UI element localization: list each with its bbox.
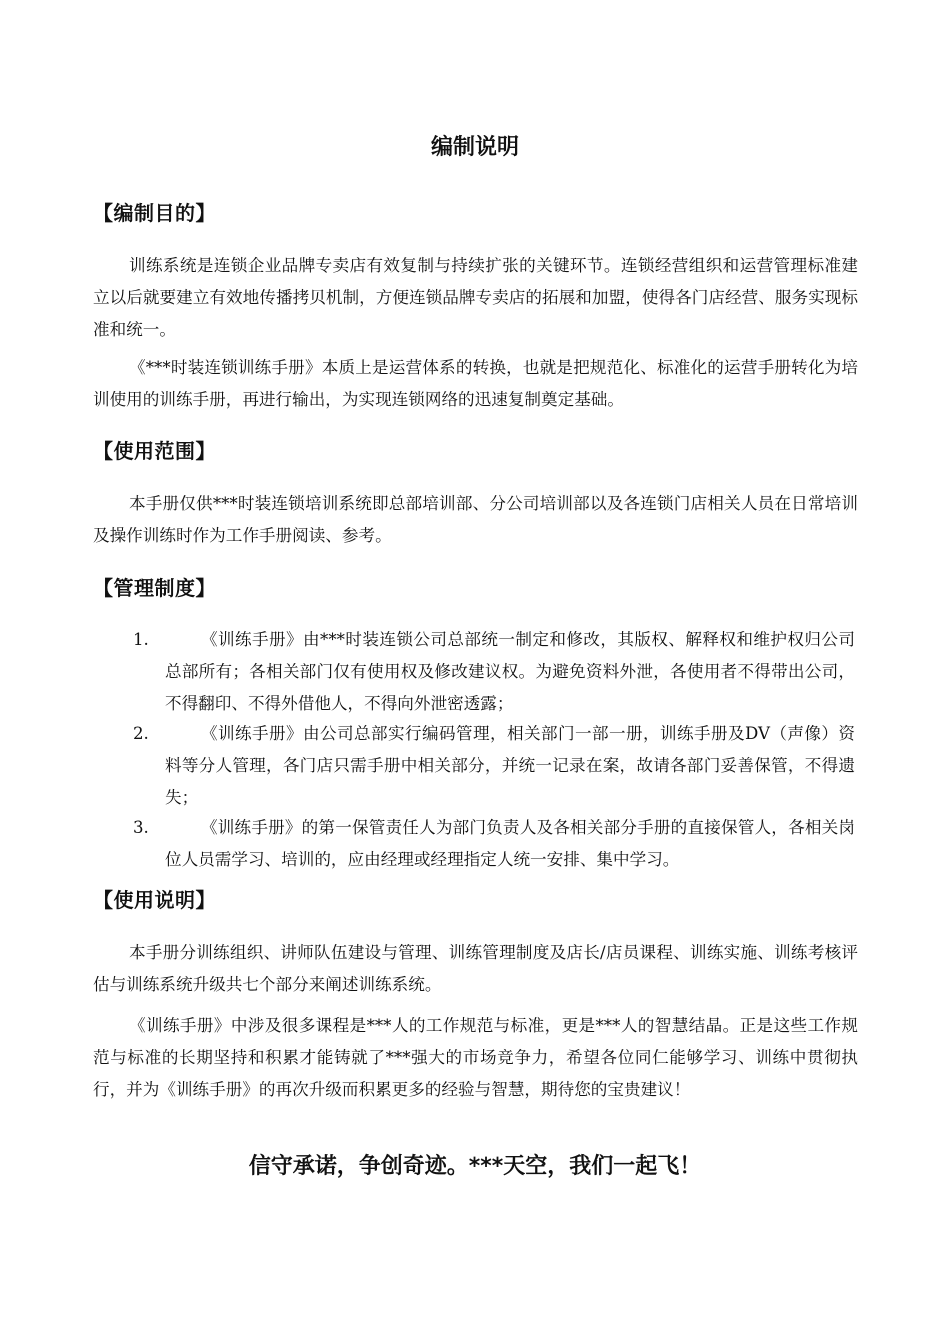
list-number: 3.	[133, 818, 149, 837]
section-heading-scope: 【使用范围】	[93, 439, 216, 463]
section-heading-management: 【管理制度】	[93, 576, 216, 600]
paragraph-scope-1: 本手册仅供***时装连锁培训系统即总部培训部、分公司培训部以及各连锁门店相关人员在日常培训及操作训练时作为工作手册阅读、参考。	[93, 494, 858, 545]
list-text: 《训练手册》的第一保管责任人为部门负责人及各相关部分手册的直接保管人，各相关岗位人员需学习、培训的，应由经理或经理指定人统一安排、集中学习。	[165, 818, 855, 869]
paragraph-purpose-2: 《***时装连锁训练手册》本质上是运营体系的转换，也就是把规范化、标准化的运营手册转化为培训使用的训练手册，再进行输出，为实现连锁网络的迅速复制奠定基础。	[93, 358, 858, 409]
list-number: 2.	[133, 724, 149, 743]
paragraph-usage-1: 本手册分训练组织、讲师队伍建设与管理、训练管理制度及店长/店员课程、训练实施、训练考核评估与训练系统升级共七个部分来阐述训练系统。	[93, 943, 858, 994]
list-number: 1.	[133, 630, 149, 649]
section-heading-usage: 【使用说明】	[93, 888, 216, 912]
slogan: 信守承诺，争创奇迹。***天空，我们一起飞！	[248, 1154, 702, 1179]
list-text: 《训练手册》由公司总部实行编码管理，相关部门一部一册，训练手册及DV（声像）资料等分人管理，各门店只需手册中相关部分，并统一记录在案，故请各部门妥善保管，不得遗失；	[165, 724, 855, 807]
list-text: 《训练手册》由***时装连锁公司总部统一制定和修改，其版权、解释权和维护权归公司总部所有；各相关部门仅有使用权及修改建议权。为避免资料外泄，各使用者不得带出公司，不得翻印、不得外借他人，不得向外泄密透露；	[165, 630, 855, 713]
paragraph-purpose-1: 训练系统是连锁企业品牌专卖店有效复制与持续扩张的关键环节。连锁经营组织和运营管理标准建立以后就要建立有效地传播拷贝机制，方便连锁品牌专卖店的拓展和加盟，使得各门店经营、服务实现标准和统一。	[93, 256, 858, 339]
section-heading-purpose: 【编制目的】	[93, 201, 216, 225]
paragraph-usage-2: 《训练手册》中涉及很多课程是***人的工作规范与标准，更是***人的智慧结晶。正是这些工作规范与标准的长期坚持和积累才能铸就了***强大的市场竞争力，希望各位同仁能够学习、训练中贯彻执行，并为《训练手册》的再次升级而积累更多的经验与智慧，期待您的宝贵建议！	[93, 1016, 858, 1099]
page-title: 编制说明	[430, 135, 519, 160]
